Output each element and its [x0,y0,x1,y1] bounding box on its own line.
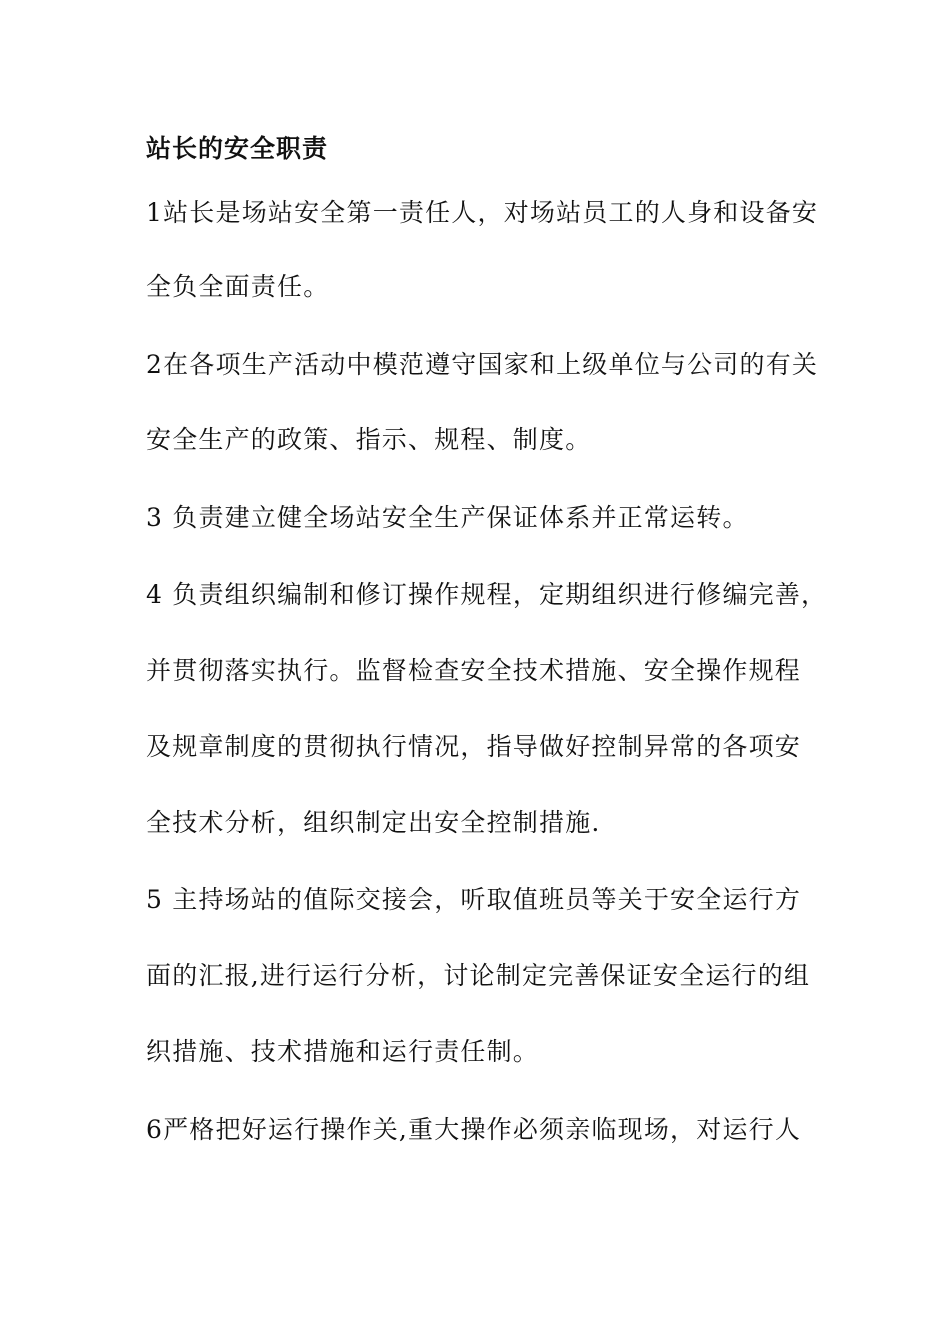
text-line-4: 安全生产的政策、指示、规程、制度。 [146,425,592,454]
text-line-11: 面的汇报,进行运行分析，讨论制定完善保证安全运行的组 [146,961,811,990]
text-line-9: 全技术分析，组织制定出安全控制措施. [146,808,601,837]
text-line-7: 并贯彻落实执行。监督检查安全技术措施、安全操作规程 [146,656,802,685]
text-line-5: 3 负责建立健全场站安全生产保证体系并正常运转。 [146,503,749,532]
text-line-1: 1站长是场站安全第一责任人，对场站员工的人身和设备安 [146,198,819,227]
text-line-8: 及规章制度的贯彻执行情况，指导做好控制异常的各项安 [146,732,802,761]
document-title: 站长的安全职责 [146,134,329,163]
text-line-10: 5 主持场站的值际交接会，听取值班员等关于安全运行方 [146,885,802,914]
text-line-6: 4 负责组织编制和修订操作规程，定期组织进行修编完善， [146,580,828,609]
text-line-13: 6严格把好运行操作关,重大操作必须亲临现场，对运行人 [146,1115,802,1144]
text-line-2: 全负全面责任。 [146,272,330,301]
text-line-12: 织措施、技术措施和运行责任制。 [146,1037,540,1066]
text-line-3: 2在各项生产活动中模范遵守国家和上级单位与公司的有关 [146,350,819,379]
